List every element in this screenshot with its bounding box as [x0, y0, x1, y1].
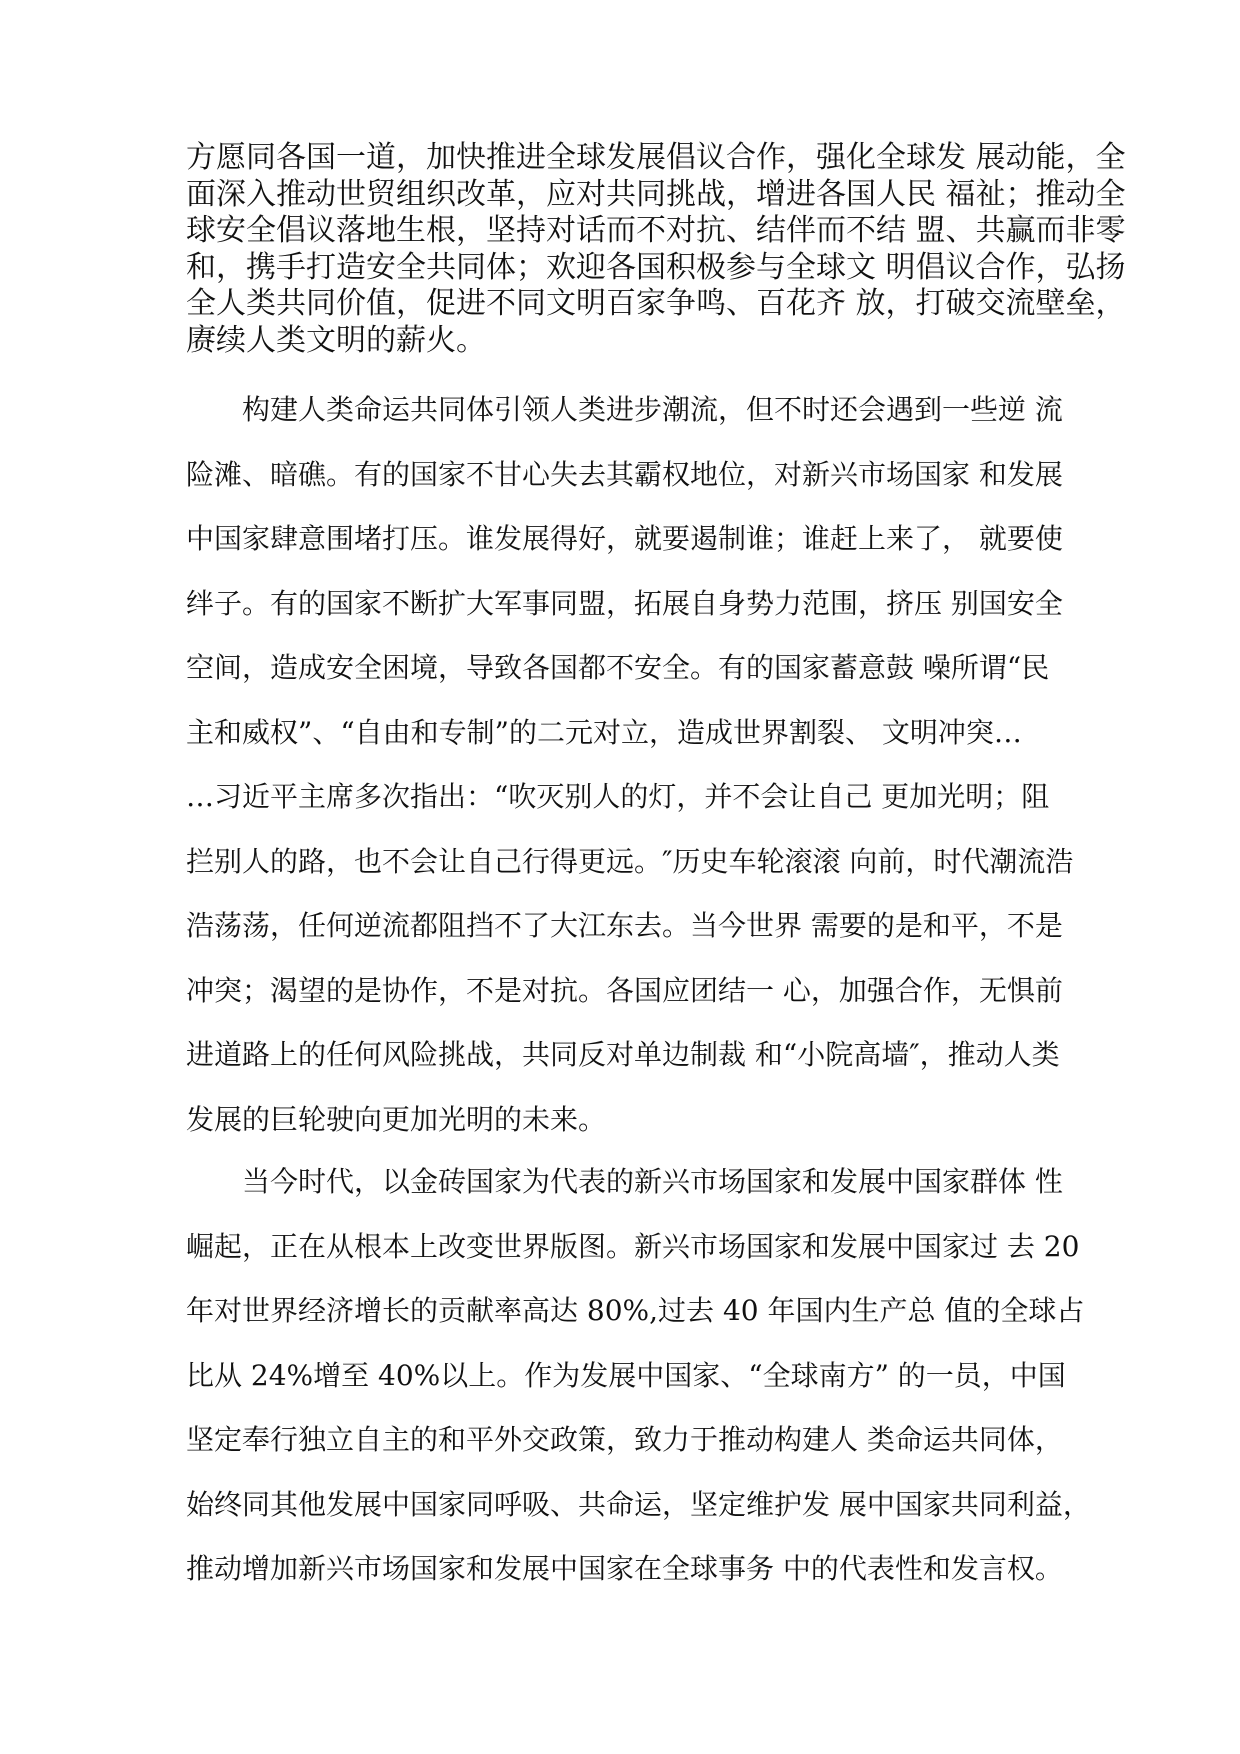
text-line: 比从 24%增至 40%以上。作为发展中国家、“全球南方” 的一员，中国	[186, 1358, 1066, 1392]
paragraph-3	[186, 1150, 1091, 1602]
text-line: 空间，造成安全困境，导致各国都不安全。有的国家蓄意鼓 噪所谓“民	[186, 651, 1050, 684]
text-line: 年对世界经济增长的贡献率高达 80%,过去 40 年国内生产总 值的全球占	[186, 1294, 1085, 1327]
text-line: 绊子。有的国家不断扩大军事同盟，拓展自身势力范围，挤压 别国安全	[186, 586, 1063, 620]
text-line: 和，携手打造安全共同体；欢迎各国积极参与全球文 明倡议合作，弘扬	[186, 249, 1126, 285]
text-line: 浩荡荡，任何逆流都阻挡不了大江东去。当今世界 需要的是和平，不是	[186, 909, 1063, 942]
text-line: 进道路上的任何风险挑战，共同反对单边制裁 和“小院高墙″，推动人类	[186, 1038, 1060, 1071]
text-line: 险滩、暗礁。有的国家不甘心失去其霸权地位，对新兴市场国家 和发展	[186, 457, 1063, 491]
paragraph-2	[186, 378, 1074, 1152]
text-line: 主和威权”、“自由和专制”的二元对立，造成世界割裂、 文明冲突…	[186, 715, 1022, 749]
text-line: 拦别人的路，也不会让自己行得更远。″历史车轮滚滚 向前，时代潮流浩	[186, 844, 1074, 878]
text-line: 面深入推动世贸组织改革，应对共同挑战，增进各国人民 福祉；推动全	[186, 176, 1126, 212]
text-line: 推动增加新兴市场国家和发展中国家在全球事务 中的代表性和发言权。	[186, 1552, 1063, 1585]
text-line: 当今时代，以金砖国家为代表的新兴市场国家和发展中国家群体 性	[242, 1165, 1063, 1198]
text-line: 坚定奉行独立自主的和平外交政策，致力于推动构建人 类命运共同体，	[186, 1423, 1063, 1456]
text-line: …习近平主席多次指出：“吹灭别人的灯，并不会让自己 更加光明；阻	[186, 780, 1050, 813]
paragraph-1	[186, 140, 1126, 359]
text-line: 始终同其他发展中国家同呼吸、共命运，坚定维护发 展中国家共同利益，	[186, 1487, 1091, 1521]
text-line: 赓续人类文明的薪火。	[186, 322, 486, 358]
text-line: 中国家肆意围堵打压。谁发展得好，就要遏制谁；谁赶上来了， 就要使	[186, 522, 1063, 555]
text-line: 冲突；渴望的是协作，不是对抗。各国应团结一 心，加强合作，无惧前	[186, 973, 1063, 1007]
text-line: 球安全倡议落地生根，坚持对话而不对抗、结伴而不结 盟、共赢而非零	[186, 213, 1126, 248]
text-line: 崛起，正在从根本上改变世界版图。新兴市场国家和发展中国家过 去 20	[186, 1229, 1080, 1263]
text-line: 方愿同各国一道，加快推进全球发展倡议合作，强化全球发 展动能，全	[186, 140, 1126, 175]
text-line: 构建人类命运共同体引领人类进步潮流，但不时还会遇到一些逆 流	[242, 393, 1063, 426]
text-line: 全人类共同价值，促进不同文明百家争鸣、百花齐 放，打破交流壁垒，	[186, 286, 1126, 321]
text-line: 发展的巨轮驶向更加光明的未来。	[186, 1102, 607, 1136]
